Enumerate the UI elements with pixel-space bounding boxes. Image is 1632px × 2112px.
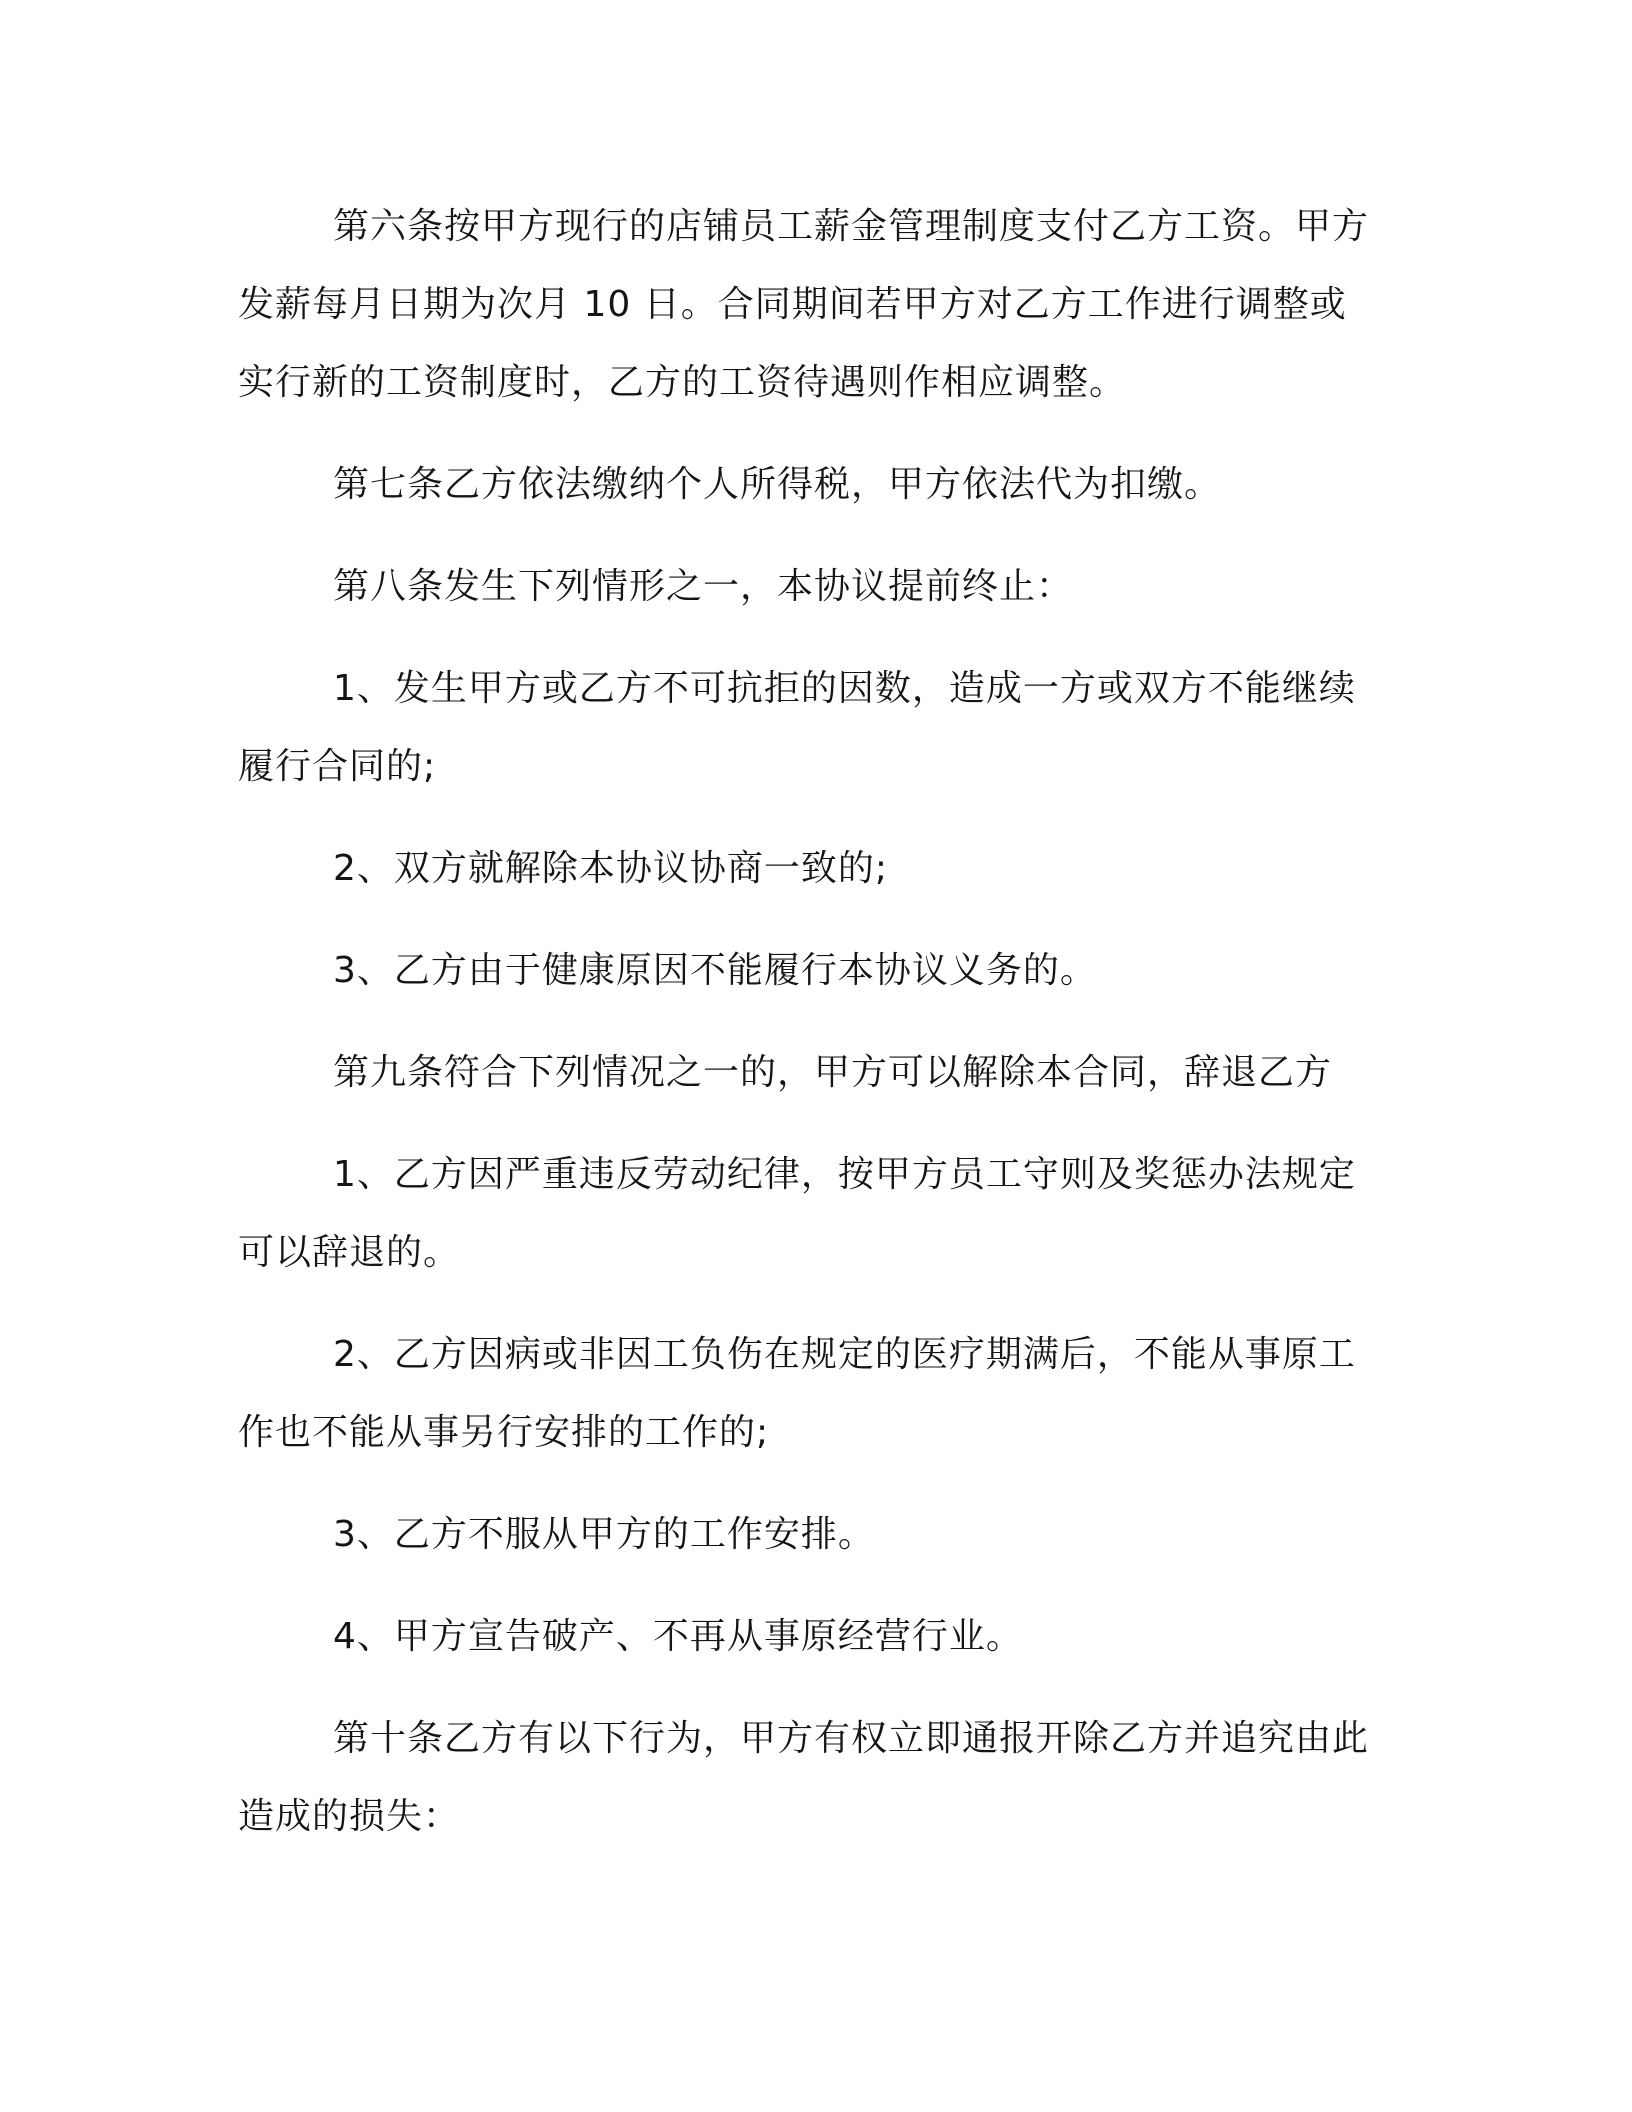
article-9-item-1: 1、乙方因严重违反劳动纪律，按甲方员工守则及奖惩办法规定可以辞退的。	[238, 1154, 1356, 1273]
article-7-paragraph: 第七条乙方依法缴纳个人所得税，甲方依法代为扣缴。	[333, 464, 1222, 505]
article-9-paragraph: 第九条符合下列情况之一的，甲方可以解除本合同，辞退乙方	[333, 1052, 1333, 1093]
article-9-item-3: 3、乙方不服从甲方的工作安排。	[333, 1514, 875, 1555]
document-body	[238, 188, 1378, 1880]
article-8-item-3: 3、乙方由于健康原因不能履行本协议义务的。	[333, 950, 1097, 991]
article-8-item-1: 1、发生甲方或乙方不可抗拒的因数，造成一方或双方不能继续履行合同的;	[238, 668, 1356, 787]
article-9-item-2: 2、乙方因病或非因工负伤在规定的医疗期满后，不能从事原工作也不能从事另行安排的工作的;	[238, 1334, 1356, 1453]
article-9-item-4: 4、甲方宣告破产、不再从事原经营行业。	[333, 1616, 1023, 1657]
article-8-item-2: 2、双方就解除本协议协商一致的;	[333, 848, 889, 889]
article-10-paragraph: 第十条乙方有以下行为，甲方有权立即通报开除乙方并追究由此造成的损失：	[238, 1718, 1370, 1837]
article-8-paragraph: 第八条发生下列情形之一，本协议提前终止：	[333, 566, 1074, 607]
article-6-paragraph: 第六条按甲方现行的店铺员工薪金管理制度支付乙方工资。甲方发薪每月日期为次月 10 日。合同期间若甲方对乙方工作进行调整或实行新的工资制度时，乙方的工资待遇则作相应调整。	[238, 206, 1370, 403]
